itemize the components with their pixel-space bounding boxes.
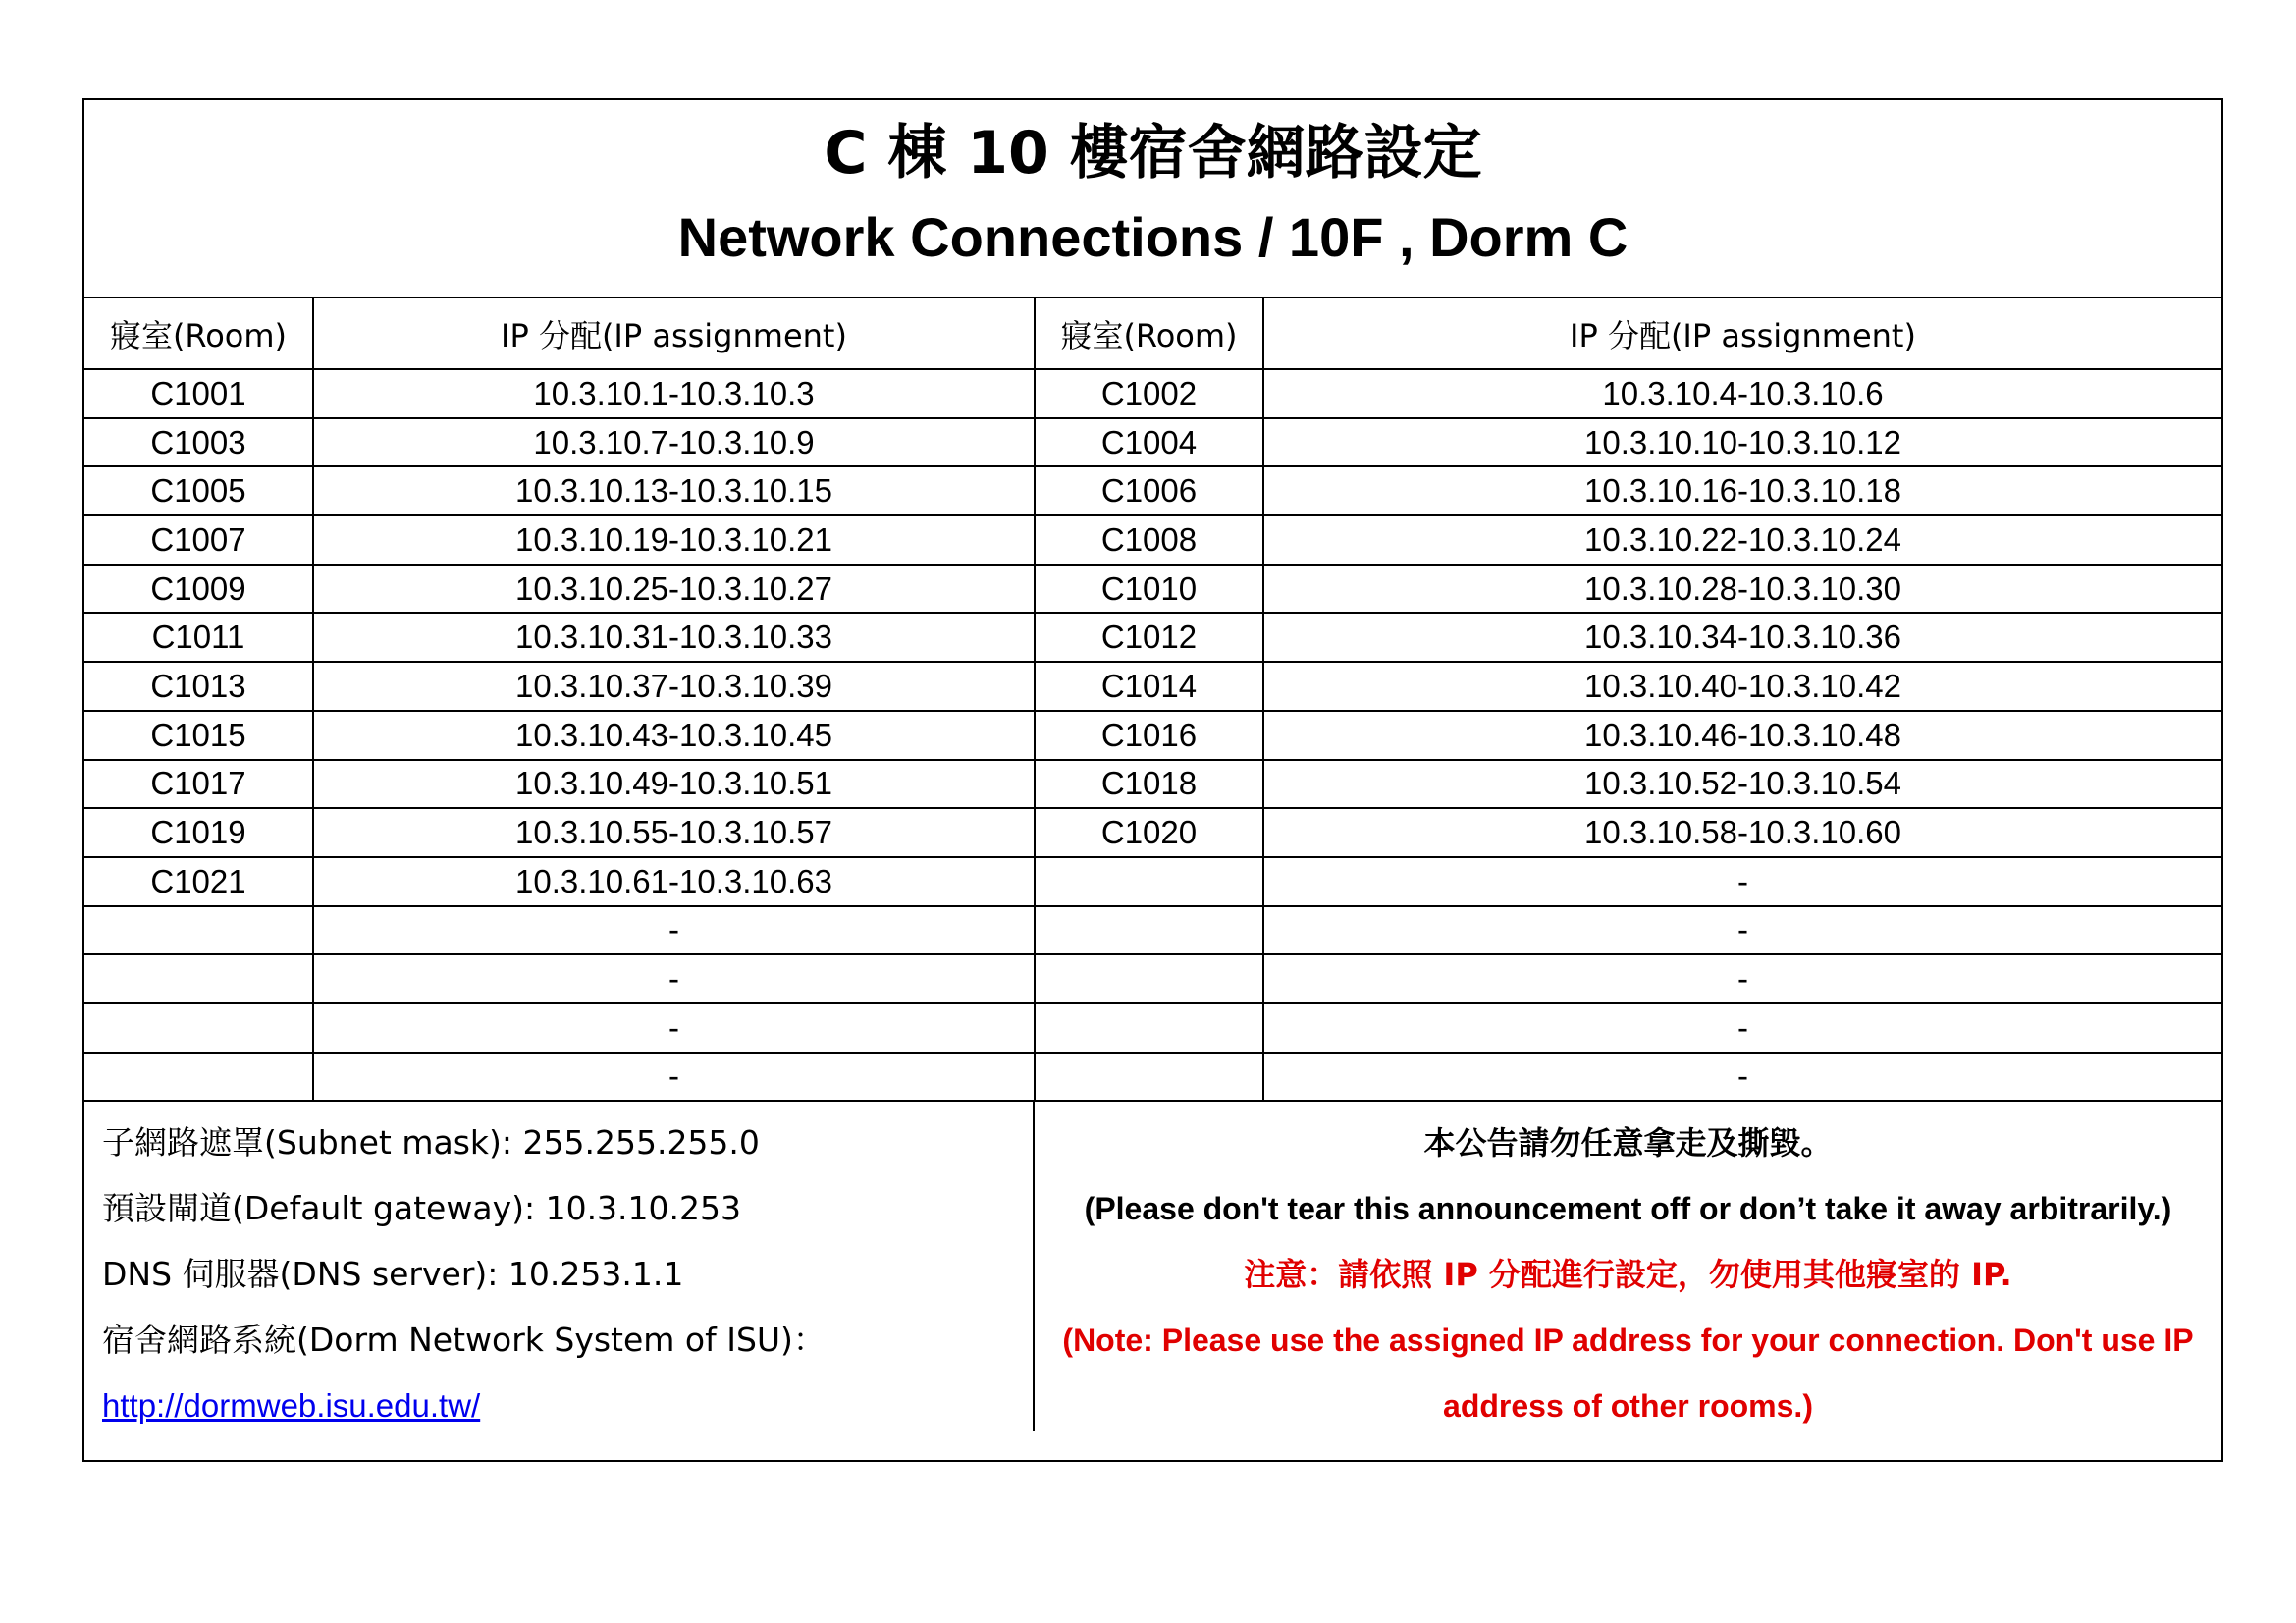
table-row [84,418,2221,467]
title-english: Network Connections / 10F , Dorm C [677,206,1629,268]
ip-cell: 10.3.10.46-10.3.10.48 [1263,711,2221,760]
ip-cell: - [1263,1003,2221,1053]
room-cell [84,906,313,955]
table-row [84,613,2221,662]
ip-assignment-table [84,298,2221,1102]
room-cell: C1011 [84,613,313,662]
room-cell: C1020 [1035,808,1263,857]
room-cell: C1005 [84,466,313,515]
room-cell [1035,1053,1263,1102]
table-row [84,369,2221,418]
ip-cell: - [1263,857,2221,906]
title-chinese: C 棟 10 樓宿舍網路設定 [824,119,1482,188]
table-row [84,466,2221,515]
ip-cell: 10.3.10.1-10.3.10.3 [313,369,1035,418]
room-cell: C1009 [84,565,313,614]
room-cell [1035,1003,1263,1053]
ip-cell: 10.3.10.61-10.3.10.63 [313,857,1035,906]
table-header-row [84,298,2221,369]
room-cell: C1006 [1035,466,1263,515]
ip-cell: - [1263,1053,2221,1102]
header-ip: IP 分配(IP assignment) [1263,298,2221,369]
ip-cell: 10.3.10.16-10.3.10.18 [1263,466,2221,515]
ip-cell: 10.3.10.4-10.3.10.6 [1263,369,2221,418]
ip-cell: - [313,1003,1035,1053]
ip-cell: 10.3.10.7-10.3.10.9 [313,418,1035,467]
note-chinese: 注意：請依照 IP 分配進行設定，勿使用其他寢室的 IP. [1244,1256,2012,1294]
room-cell [84,954,313,1003]
room-cell: C1002 [1035,369,1263,418]
table-row [84,1003,2221,1053]
notice-english: (Please don't tear this announcement off or don’t take it away arbitrarily.) [1084,1191,2172,1227]
header-room: 寢室(Room) [1035,298,1263,369]
ip-cell: 10.3.10.40-10.3.10.42 [1263,662,2221,711]
table-row [84,906,2221,955]
ip-cell: 10.3.10.25-10.3.10.27 [313,565,1035,614]
notice-block [1035,1102,2221,1431]
dorm-system-link[interactable]: http://dormweb.isu.edu.tw/ [102,1387,481,1425]
room-cell: C1007 [84,515,313,565]
room-cell: C1004 [1035,418,1263,467]
table-row [84,662,2221,711]
note-english-line1: (Note: Please use the assigned IP address for your connection. Don't use IP [1062,1323,2194,1359]
ip-cell: 10.3.10.49-10.3.10.51 [313,760,1035,809]
table-row [84,711,2221,760]
table-row [84,857,2221,906]
ip-cell: 10.3.10.19-10.3.10.21 [313,515,1035,565]
room-cell [84,1053,313,1102]
table-row [84,954,2221,1003]
ip-cell: 10.3.10.43-10.3.10.45 [313,711,1035,760]
subnet-mask: 子網路遮罩(Subnet mask): 255.255.255.0 [102,1123,760,1163]
network-settings [84,1102,1035,1431]
room-cell: C1019 [84,808,313,857]
table-row [84,565,2221,614]
note-english-line2: address of other rooms.) [1443,1388,1813,1425]
ip-cell: 10.3.10.52-10.3.10.54 [1263,760,2221,809]
ip-cell: 10.3.10.28-10.3.10.30 [1263,565,2221,614]
ip-cell: 10.3.10.10-10.3.10.12 [1263,418,2221,467]
room-cell: C1021 [84,857,313,906]
room-cell: C1013 [84,662,313,711]
room-cell [84,1003,313,1053]
ip-cell: - [1263,954,2221,1003]
room-cell [1035,954,1263,1003]
room-cell [1035,857,1263,906]
room-cell: C1001 [84,369,313,418]
ip-cell: - [313,954,1035,1003]
header-ip: IP 分配(IP assignment) [313,298,1035,369]
room-cell: C1017 [84,760,313,809]
ip-cell: 10.3.10.37-10.3.10.39 [313,662,1035,711]
title-block [84,100,2221,298]
room-cell: C1018 [1035,760,1263,809]
ip-cell: 10.3.10.55-10.3.10.57 [313,808,1035,857]
room-cell: C1008 [1035,515,1263,565]
table-row [84,808,2221,857]
room-cell: C1003 [84,418,313,467]
table-row [84,760,2221,809]
notice-chinese: 本公告請勿任意拿走及撕毀。 [1423,1124,1833,1163]
room-cell: C1012 [1035,613,1263,662]
ip-cell: 10.3.10.13-10.3.10.15 [313,466,1035,515]
announcement-sheet [82,98,2223,1462]
room-cell: C1010 [1035,565,1263,614]
ip-cell: 10.3.10.34-10.3.10.36 [1263,613,2221,662]
ip-cell: 10.3.10.58-10.3.10.60 [1263,808,2221,857]
header-room: 寢室(Room) [84,298,313,369]
dorm-system-label: 宿舍網路系統(Dorm Network System of ISU)： [102,1321,826,1360]
ip-cell: - [313,1053,1035,1102]
ip-cell: - [313,906,1035,955]
room-cell: C1014 [1035,662,1263,711]
ip-cell: - [1263,906,2221,955]
table-row [84,1053,2221,1102]
ip-cell: 10.3.10.31-10.3.10.33 [313,613,1035,662]
room-cell: C1016 [1035,711,1263,760]
table-row [84,515,2221,565]
default-gateway: 預設閘道(Default gateway): 10.3.10.253 [102,1189,742,1228]
dns-server: DNS 伺服器(DNS server): 10.253.1.1 [102,1255,684,1294]
room-cell: C1015 [84,711,313,760]
ip-cell: 10.3.10.22-10.3.10.24 [1263,515,2221,565]
footer [84,1102,2221,1431]
room-cell [1035,906,1263,955]
